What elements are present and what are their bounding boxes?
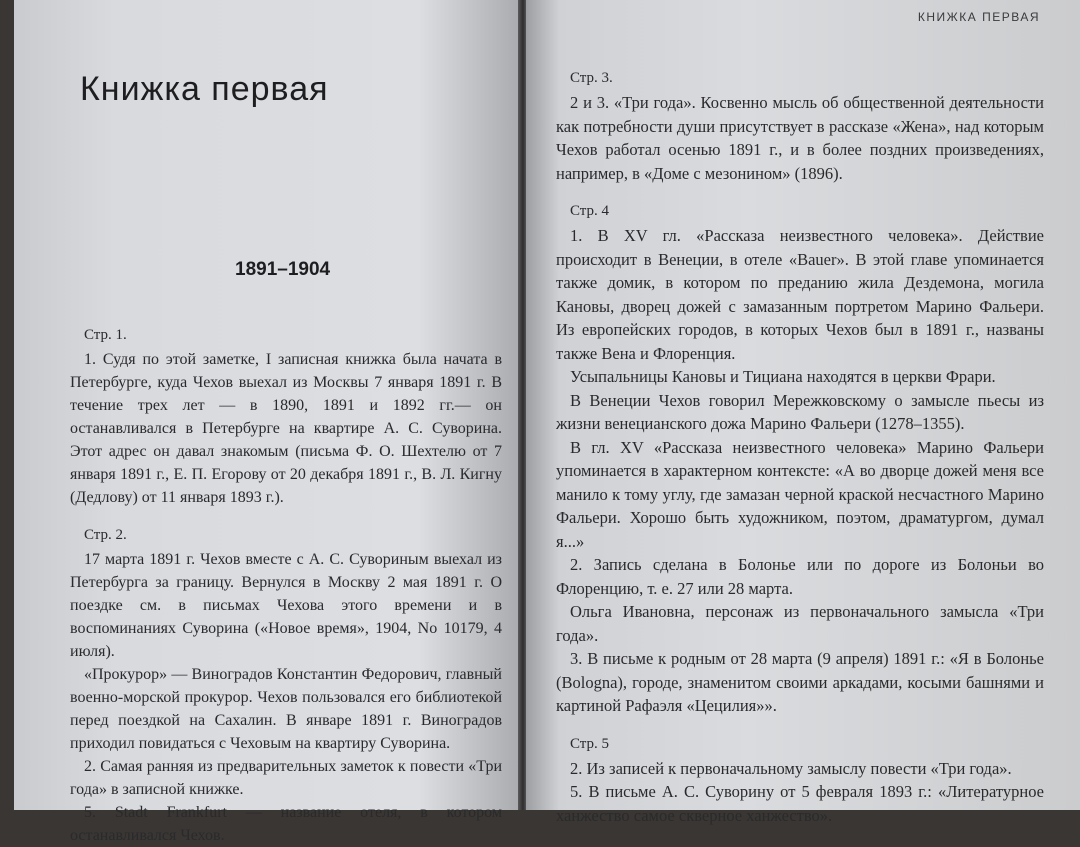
paragraph: 17 марта 1891 г. Чехов вместе с А. С. Сувориным выехал из Петербурга за границу. Вернулся в Москву 2 мая 1891 г. О поездке см. в письмах Чехова этого времени и в воспоминаниях Суворина («Новое время», 1904, No 10179, 4 июля).: [70, 551, 502, 660]
section-label: Стр. 1.: [84, 327, 127, 343]
paragraph: Усыпальницы Кановы и Тициана находятся в церкви Фрари.: [570, 367, 996, 386]
paragraph: 1. В XV гл. «Рассказа неизвестного человека». Действие происходит в Венеции, в отеле «Bauer». В этой главе упоминается также домик, в котором по преданию жила Дездемона, могила Кановы, дворец дожей с замазанным портретом Марино Фальери. Из европейских городов, в которых Чехов был в 1891 г., названы также Вена и Флоренция.: [556, 226, 1044, 363]
section-label: Стр. 3.: [570, 70, 613, 86]
paragraph: В Венеции Чехов говорил Мережковскому о замысле пьесы из жизни венецианского дожа Марино Фальери (1278–1355).: [556, 390, 1044, 433]
paragraph: 3. В письме к родным от 28 марта (9 апреля) 1891 г.: «Я в Болонье (Bologna), городе, знаменитом своими аркадами, косыми башнями и картиной Рафаэля «Цецилия»».: [556, 649, 1044, 715]
paragraph: 2. Самая ранняя из предварительных заметок к повести «Три года» в записной книжке.: [70, 758, 502, 798]
section-label: Стр. 5: [570, 735, 610, 752]
paragraph: 2 и 3. «Три года». Косвенно мысль об общественной деятельности как потребности души присутствует в рассказе «Жена», над которым Чехов работал осенью 1891 г., и в более поздних произведениях, например, в «Доме с мезонином» (1896).: [556, 93, 1044, 183]
running-head: КНИЖКА ПЕРВАЯ: [917, 10, 1040, 24]
right-page-body: [556, 70, 1044, 827]
paragraph: Ольга Ивановна, персонаж из первоначального замысла «Три года».: [556, 602, 1044, 645]
right-page: [526, 0, 1080, 825]
paragraph: 5. В письме А. С. Суворину от 5 февраля 1893 г.: «Литературное ханжество самое скверное ханжество».: [556, 782, 1044, 825]
paragraph: В гл. XV «Рассказа неизвестного человека» Марино Фальери упоминается в характерном контексте: «А во дворце дожей меня все манило к тому углу, где замазан черной краской несчастного Марино Фальери. Хорошо быть художником, поэтом, драматургом, думал я...»: [556, 437, 1044, 551]
left-page: [14, 0, 520, 844]
section-label: Стр. 2.: [84, 527, 127, 543]
left-page-body: [70, 327, 502, 847]
paragraph: 1. Судя по этой заметке, I записная книжка была начата в Петербурге, куда Чехов выехал из Москвы 7 января 1891 г. В течение трех лет — в 1890, 1891 и 1892 гг.— он останавливался в Петербурге на квартире А. С. Суворина. Этот адрес он давал знакомым (письма Ф. О. Шехтелю от 7 января 1891 г., Е. П. Егорову от 20 декабря 1891 г., В. Л. Кигну (Дедлову) от 11 января 1893 г.).: [70, 351, 502, 506]
section-label: Стр. 4: [570, 203, 610, 219]
paragraph: 2. Из записей к первоначальному замыслу повести «Три года».: [570, 758, 1012, 778]
paragraph: «Прокурор» — Виноградов Константин Федорович, главный военно-морской прокурор. Чехов пользовался его библиотекой перед поездкой на Сахалин. В январе 1891 г. Виноградов приходил повидаться с Чеховым на квартиру Суворина.: [70, 666, 502, 752]
paragraph: 5. Stadt Frankfurt — название отеля, в котором останавливался Чехов.: [70, 804, 502, 844]
period-heading: 1891–1904: [235, 259, 331, 280]
paragraph: 2. Запись сделана в Болонье или по дороге из Болоньи во Флоренцию, т. е. 27 или 28 марта.: [556, 555, 1044, 598]
chapter-title: Книжка первая: [80, 70, 329, 108]
